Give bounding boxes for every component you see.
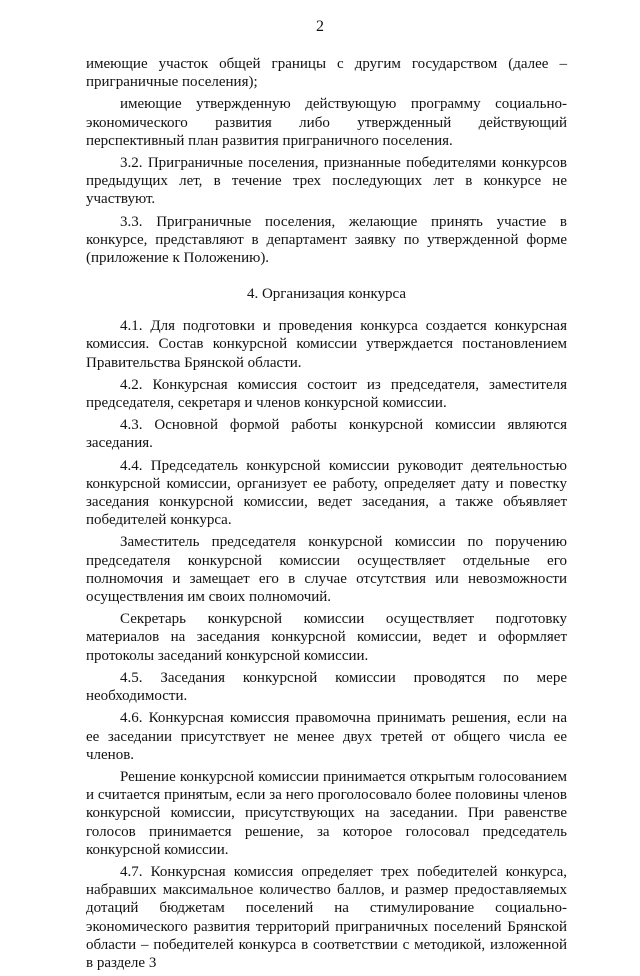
paragraph: 4.3. Основной формой работы конкурсной комиссии являются заседания. <box>86 417 567 452</box>
document-body <box>86 55 567 976</box>
section-heading: 4. Организация конкурса <box>246 286 407 303</box>
paragraph: 4.6. Конкурсная комиссия правомочна принимать решения, если на ее заседании присутствует не менее двух третей от общего числа ее членов. <box>86 710 567 763</box>
paragraph: 4.1. Для подготовки и проведения конкурса создается конкурсная комиссия. Состав конкурсной комиссии утверждается постановлением Правительства Брянской области. <box>86 318 567 371</box>
paragraph: Решение конкурсной комиссии принимается открытым голосованием и считается принятым, если за него проголосовало более половины членов конкурсной комиссии, присутствующих на заседании. При равенстве голосов принимается решение, за которое голосовал председатель конкурсной комиссии. <box>86 768 567 858</box>
paragraph: 4.2. Конкурсная комиссия состоит из председателя, заместителя председателя, секретаря и членов конкурсной комиссии. <box>86 376 567 412</box>
paragraph: 4.7. Конкурсная комиссия определяет трех победителей конкурса, набравших максимальное количество баллов, и размер предоставляемых дотаций бюджетам поселений на стимулирование социально-экономического развития территорий приграничных поселений Брянской области – победителей конкурса в соответствии с методикой, изложенной в разделе 3 <box>86 863 567 971</box>
paragraph: Заместитель председателя конкурсной комиссии по поручению председателя конкурсной комиссии осуществляет отдельные его полномочия и замещает его в случае отсутствия или невозможности осуществления им своих полномочий. <box>86 534 567 606</box>
paragraph: 3.2. Приграничные поселения, признанные победителями конкурсов предыдущих лет, в течение трех последующих лет в конкурсе не участвуют. <box>86 155 567 208</box>
page-number: 2 <box>316 18 324 35</box>
paragraph: Секретарь конкурсной комиссии осуществляет подготовку материалов на заседания конкурсной комиссии, ведет и оформляет протоколы заседаний конкурсной комиссии. <box>86 611 567 664</box>
paragraph: 4.4. Председатель конкурсной комиссии руководит деятельностью конкурсной комиссии, организует ее работу, определяет дату и повестку заседания конкурсной комиссии, ведет заседания, а также объявляет победителей конкурса. <box>86 457 567 529</box>
paragraph: имеющие участок общей границы с другим государством (далее – приграничные поселения); <box>86 56 567 91</box>
paragraph: 3.3. Приграничные поселения, желающие принять участие в конкурсе, представляют в департамент заявку по утвержденной форме (приложение к Положению). <box>86 213 567 267</box>
paragraph: имеющие утвержденную действующую программу социально-экономического развития либо утвержденный действующий перспективный план развития приграничного поселения. <box>86 96 567 149</box>
paragraph: 4.5. Заседания конкурсной комиссии проводятся по мере необходимости. <box>86 669 567 705</box>
